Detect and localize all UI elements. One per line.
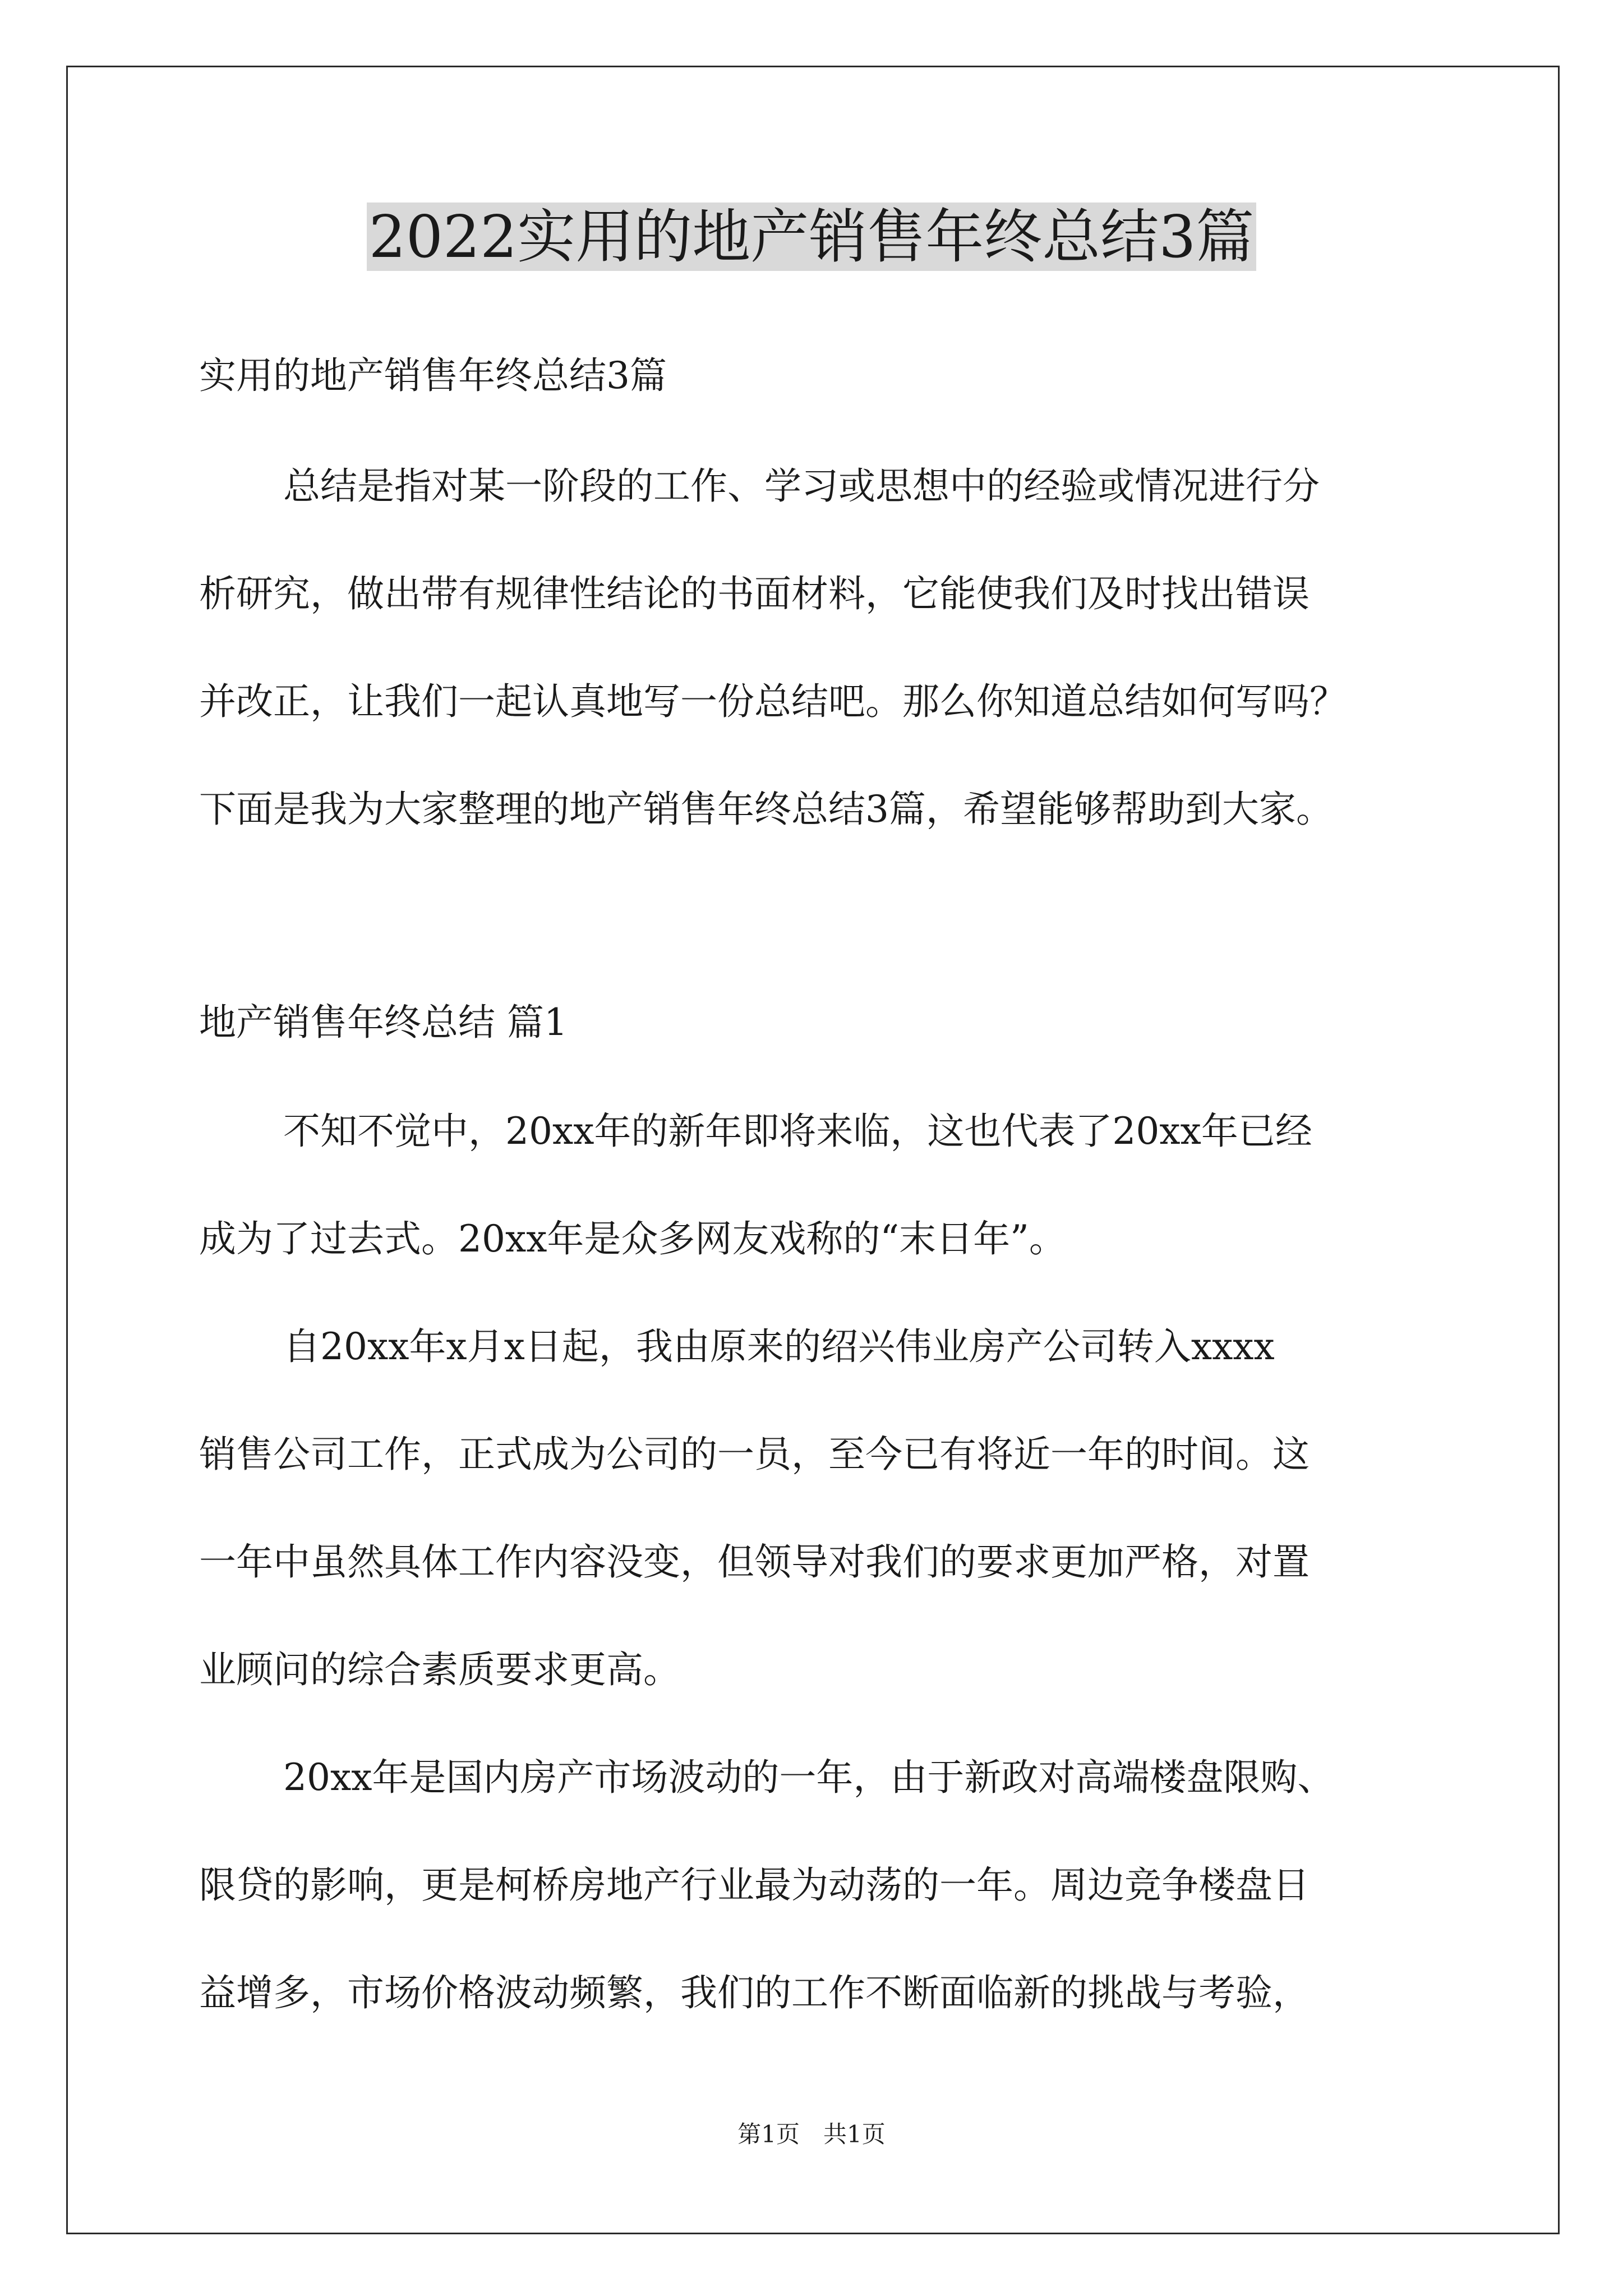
subtitle: 实用的地产销售年终总结3篇 [199,354,667,397]
para2-line-3: 一年中虽然具体工作内容没变，但领导对我们的要求更加严格，对置 [199,1540,1310,1584]
para2-line-4: 业顾问的综合素质要求更高。 [199,1648,680,1691]
para3-line-3: 益增多，市场价格波动频繁，我们的工作不断面临新的挑战与考验， [199,1971,1310,2014]
para1-line-1: 不知不觉中，20xx年的新年即将来临，这也代表了20xx年已经 [283,1110,1312,1153]
page-footer: 第1页 共1页 [737,2120,886,2148]
para3-line-1: 20xx年是国内房产市场波动的一年，由于新政对高端楼盘限购、 [283,1756,1335,1799]
intro-line-3: 并改正，让我们一起认真地写一份总结吧。那么你知道总结如何写吗？ [199,680,1347,723]
para2-line-1: 自20xx年x月x日起，我由原来的绍兴伟业房产公司转入xxxx [283,1325,1275,1368]
para3-line-2: 限贷的影响，更是柯桥房地产行业最为动荡的一年。周边竞争楼盘日 [199,1864,1310,1907]
title-highlight: 2022实用的地产销售年终总结3篇 [367,203,1257,271]
document-title [0,197,1623,276]
section-heading: 地产销售年终总结 篇1 [199,1001,568,1044]
para1-line-2: 成为了过去式。20xx年是众多网友戏称的“末日年”。 [199,1217,1066,1260]
intro-line-1: 总结是指对某一阶段的工作、学习或思想中的经验或情况进行分 [283,464,1320,508]
intro-line-4: 下面是我为大家整理的地产销售年终总结3篇，希望能够帮助到大家。 [199,788,1333,831]
para2-line-2: 销售公司工作，正式成为公司的一员，至今已有将近一年的时间。这 [199,1433,1310,1476]
intro-line-2: 析研究，做出带有规律性结论的书面材料，它能使我们及时找出错误 [199,572,1310,615]
